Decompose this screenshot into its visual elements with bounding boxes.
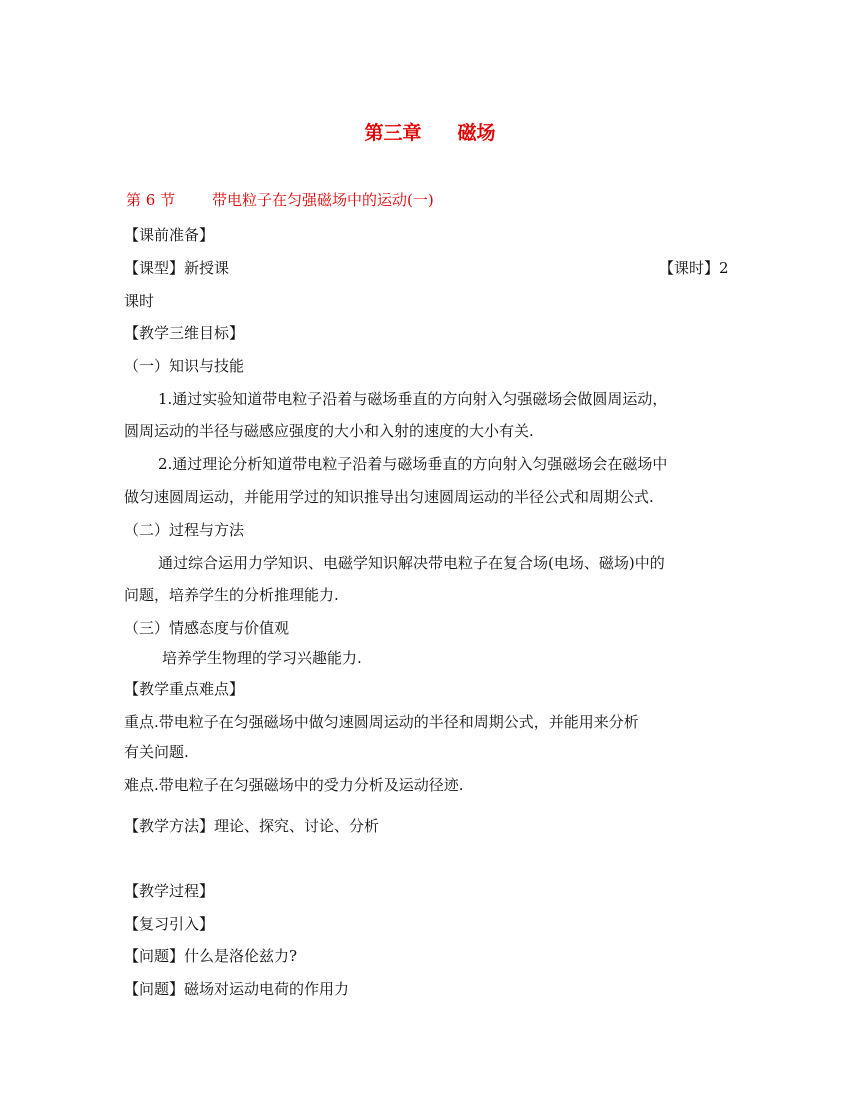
lesson-hours: 【课时】2 (659, 259, 729, 277)
goal2-heading: （二）过程与方法 (124, 521, 245, 539)
lesson-type: 【课型】新授课 (124, 259, 230, 277)
question-1: 【问题】什么是洛伦兹力? (124, 947, 298, 965)
lesson-hours-unit: 课时 (124, 292, 155, 310)
chapter-name: 磁场 (457, 122, 496, 144)
question-2: 【问题】磁场对运动电荷的作用力 (124, 980, 350, 998)
chapter-title (0, 118, 860, 145)
goal2-line1: 通过综合运用力学知识、电磁学知识解决带电粒子在复合场(电场、磁场)中的 (158, 554, 665, 572)
goal1-item2-line1: 2.通过理论分析知道带电粒子沿着与磁场垂直的方向射入匀强磁场会在磁场中 (158, 455, 668, 473)
chapter-number: 第三章 (364, 122, 422, 144)
goal1-heading: （一）知识与技能 (124, 357, 245, 375)
methods-line: 【教学方法】理论、探究、讨论、分析 (124, 817, 380, 835)
goals-heading: 【教学三维目标】 (124, 324, 245, 342)
goal1-item1-line1: 1.通过实验知道带电粒子沿着与磁场垂直的方向射入匀强磁场会做圆周运动， (158, 390, 668, 408)
goal1-item2-line2: 做匀速圆周运动，并能用学过的知识推导出匀速圆周运动的半径公式和周期公式. (124, 488, 654, 506)
key-point-line2: 有关问题. (124, 743, 189, 761)
section-number: 第 6 节 (126, 191, 176, 209)
goal3-line1: 培养学生物理的学习兴趣能力. (162, 649, 362, 667)
difficulty-line: 难点.带电粒子在匀强磁场中的受力分析及运动径迹. (124, 776, 464, 794)
key-heading: 【教学重点难点】 (124, 680, 245, 698)
goal2-line2: 问题，培养学生的分析推理能力. (124, 586, 339, 604)
goal1-item1-line2: 圆周运动的半径与磁感应强度的大小和入射的速度的大小有关. (124, 422, 534, 440)
key-point-line1: 重点.带电粒子在匀强磁场中做匀速圆周运动的半径和周期公式，并能用来分析 (124, 713, 639, 731)
goal3-heading: （三）情感态度与价值观 (124, 619, 290, 637)
section-title: 带电粒子在匀强磁场中的运动(一) (212, 191, 434, 209)
review-heading: 【复习引入】 (124, 915, 215, 933)
process-heading: 【教学过程】 (124, 882, 215, 900)
prep-heading: 【课前准备】 (124, 226, 215, 244)
